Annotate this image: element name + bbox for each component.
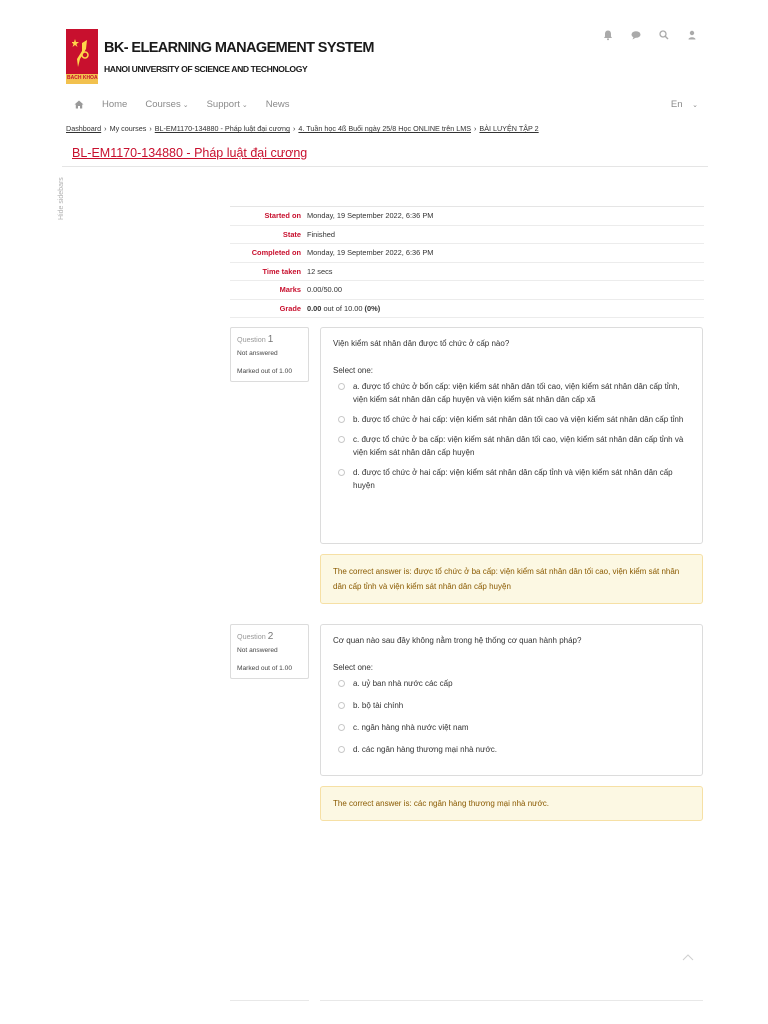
- breadcrumb-dashboard[interactable]: Dashboard: [66, 124, 102, 133]
- correct-answer-feedback: The correct answer is: được tổ chức ở ba cấp: viện kiểm sát nhân dân tối cao, viện kiểm sát nhân dân cấp tỉnh và viện kiểm sát nhân dân cấp huyện: [320, 554, 703, 604]
- summary-key: Time taken: [262, 266, 301, 276]
- summary-key: Completed on: [251, 248, 301, 258]
- radio-button[interactable]: [338, 383, 345, 390]
- divider: [62, 166, 708, 167]
- summary-value: Monday, 19 September 2022, 6:36 PM: [307, 211, 434, 221]
- grade-percent: (0%): [364, 303, 381, 313]
- breadcrumb-separator: ›: [104, 124, 107, 133]
- site-title: BK- ELEARNING MANAGEMENT SYSTEM: [104, 40, 374, 56]
- language-label: En: [670, 99, 683, 110]
- question-marks: Marked out of 1.00: [237, 368, 292, 375]
- question-number: [237, 334, 308, 345]
- option-text: c. được tổ chức ở ba cấp: viện kiểm sát nhân dân tối cao, viện kiểm sát nhân dân cấp tỉnh và viện kiểm sát nhân dân cấp huyện: [353, 435, 684, 457]
- radio-button[interactable]: [338, 416, 345, 423]
- question-text: Cơ quan nào sau đây không nằm trong hệ thống cơ quan hành pháp?: [333, 636, 582, 645]
- option-text: b. được tổ chức ở hai cấp: viện kiểm sát nhân dân tối cao và viện kiểm sát nhân dân cấp tỉnh: [353, 415, 684, 424]
- question-label: Question: [237, 335, 266, 344]
- breadcrumb-week[interactable]: 4. Tuần học 4ß Buổi ngày 25/8 Học ONLINE trên LMS: [298, 124, 471, 133]
- chevron-down-icon: ⌄: [182, 101, 189, 109]
- option-text: a. được tổ chức ở bốn cấp: viện kiểm sát nhân dân tối cao, viện kiểm sát nhân dân cấp tỉnh, viện kiểm sát nhân dân cấp huyện và viện kiểm sát nhân dân cấp xã: [353, 382, 680, 404]
- nav-courses[interactable]: [145, 99, 188, 110]
- option-text: b. bộ tài chính: [353, 701, 404, 710]
- answer-option[interactable]: [333, 743, 690, 756]
- summary-value: Monday, 19 September 2022, 6:36 PM: [307, 248, 434, 258]
- nav-home[interactable]: Home: [102, 99, 128, 110]
- bell-icon[interactable]: [602, 28, 614, 40]
- logo-footer: [66, 74, 98, 84]
- question-status: Not answered: [237, 647, 278, 654]
- top-icons: [602, 28, 698, 40]
- answer-option[interactable]: [333, 466, 690, 492]
- select-one-label: Select one:: [333, 366, 374, 375]
- logo-emblem-icon: [72, 37, 92, 71]
- radio-button[interactable]: [338, 469, 345, 476]
- course-title[interactable]: BL-EM1170-134880 - Pháp luật đại cương: [72, 146, 308, 160]
- summary-value: 12 secs: [307, 266, 333, 276]
- question-label: Question: [237, 632, 266, 641]
- breadcrumb-course[interactable]: BL-EM1170-134880 - Pháp luật đại cương: [154, 124, 290, 133]
- summary-key: Grade: [279, 303, 301, 313]
- divider: [230, 1000, 309, 1001]
- answer-option[interactable]: [333, 433, 690, 459]
- summary-row: [230, 244, 704, 263]
- summary-row: [230, 263, 704, 282]
- radio-button[interactable]: [338, 702, 345, 709]
- breadcrumb: [66, 124, 539, 133]
- user-icon[interactable]: [686, 28, 698, 40]
- summary-value: Finished: [307, 229, 335, 239]
- nav-news[interactable]: News: [265, 99, 290, 110]
- grade-score: 0.00: [307, 303, 322, 313]
- question-number: [237, 631, 308, 642]
- question-number-value: 1: [267, 334, 274, 345]
- select-one-label: Select one:: [333, 663, 374, 672]
- main-nav: [74, 99, 308, 110]
- site-subtitle: HANOI UNIVERSITY OF SCIENCE AND TECHNOLOGY: [104, 64, 308, 74]
- radio-button[interactable]: [338, 724, 345, 731]
- chevron-down-icon: ⌄: [692, 102, 698, 109]
- question-status: Not answered: [237, 350, 278, 357]
- grade-out-of: out of 10.00: [321, 303, 365, 313]
- chevron-down-icon: ⌄: [241, 101, 248, 109]
- question-content: [320, 624, 703, 776]
- option-text: c. ngân hàng nhà nước việt nam: [353, 723, 469, 732]
- radio-button[interactable]: [338, 680, 345, 687]
- summary-row: [230, 226, 704, 245]
- question-marks: Marked out of 1.00: [237, 665, 292, 672]
- question-info: [230, 327, 309, 382]
- summary-key: Started on: [264, 211, 301, 221]
- summary-key: Marks: [279, 285, 301, 295]
- scroll-to-top-icon[interactable]: [680, 950, 696, 966]
- home-icon[interactable]: [74, 100, 84, 109]
- search-icon[interactable]: [658, 28, 670, 40]
- divider: [320, 1000, 703, 1001]
- summary-value: 0.00/50.00: [307, 285, 342, 295]
- correct-answer-feedback: The correct answer is: các ngân hàng thương mại nhà nước.: [320, 786, 703, 821]
- summary-value: [307, 304, 380, 313]
- chat-icon[interactable]: [630, 28, 642, 40]
- option-text: d. các ngân hàng thương mại nhà nước.: [353, 745, 497, 754]
- university-logo[interactable]: [66, 29, 98, 84]
- breadcrumb-separator: ›: [293, 124, 296, 133]
- answer-option[interactable]: [333, 721, 690, 734]
- breadcrumb-my-courses[interactable]: My courses: [109, 124, 147, 133]
- summary-row: [230, 281, 704, 300]
- language-selector[interactable]: [671, 99, 698, 110]
- logo-text: BACH KHOA: [67, 75, 98, 81]
- radio-button[interactable]: [338, 436, 345, 443]
- answer-option[interactable]: [333, 413, 690, 426]
- question-content: [320, 327, 703, 544]
- question-text: Viện kiểm sát nhân dân được tổ chức ở cấp nào?: [333, 339, 510, 348]
- answer-option[interactable]: [333, 677, 690, 690]
- breadcrumb-quiz[interactable]: BÀI LUYỆN TẬP 2: [479, 124, 539, 133]
- summary-key: State: [282, 229, 301, 239]
- answer-option[interactable]: [333, 699, 690, 712]
- summary-row: [230, 207, 704, 226]
- summary-row-grade: [230, 300, 704, 319]
- breadcrumb-separator: ›: [149, 124, 152, 133]
- nav-support-label: Support: [206, 99, 240, 110]
- nav-support[interactable]: [207, 99, 248, 110]
- breadcrumb-separator: ›: [474, 124, 477, 133]
- option-text: d. được tổ chức ở hai cấp: viện kiểm sát nhân dân cấp tỉnh và viện kiểm sát nhân dân cấp huyện: [353, 468, 673, 490]
- hide-sidebars-label: Hide sidebars: [58, 177, 65, 220]
- question-number-value: 2: [267, 631, 274, 642]
- question-info: [230, 624, 309, 679]
- answer-option[interactable]: [333, 380, 690, 406]
- nav-courses-label: Courses: [145, 99, 181, 110]
- radio-button[interactable]: [338, 746, 345, 753]
- attempt-summary-table: [230, 206, 704, 318]
- hide-sidebars-toggle[interactable]: [58, 170, 74, 226]
- option-text: a. uỷ ban nhà nước các cấp: [353, 679, 453, 688]
